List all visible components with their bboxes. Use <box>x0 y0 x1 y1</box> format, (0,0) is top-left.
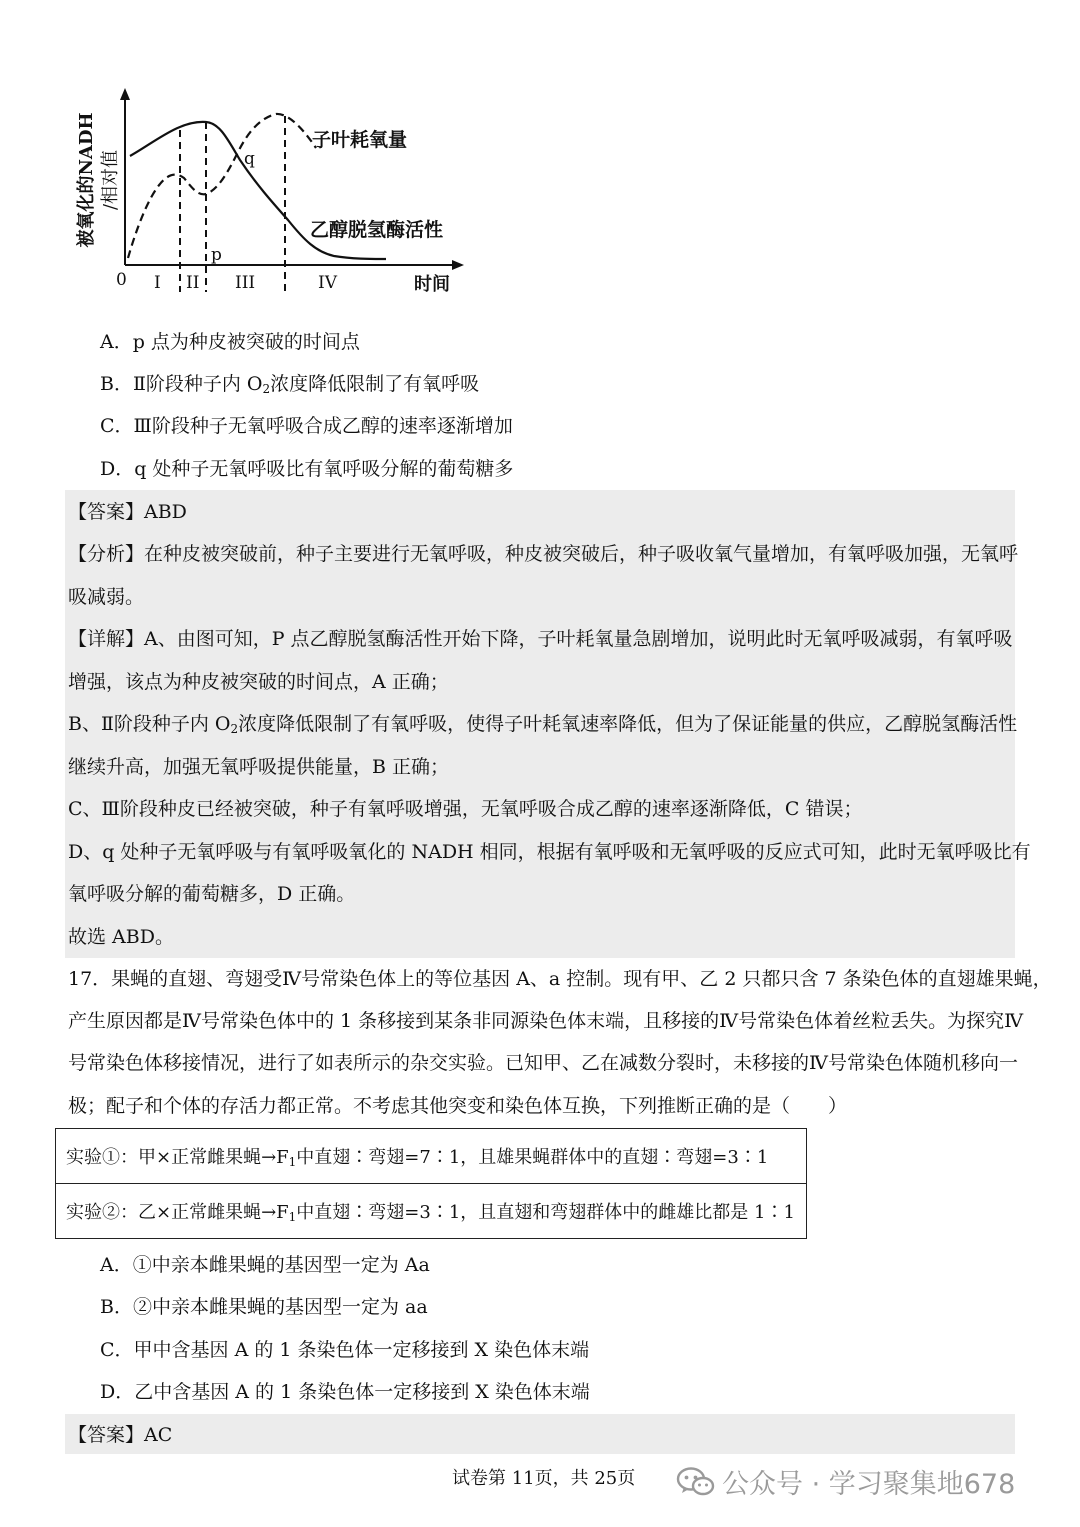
q16-option-d: D．q 处种子无氧呼吸比有氧呼吸分解的葡萄糖多 <box>100 458 514 480</box>
q16-analysis-line-2: 吸减弱。 <box>68 586 145 608</box>
q17-stem-line-3: 号常染色体移接情况，进行了如表所示的杂交实验。已知甲、乙在减数分裂时，未移接的Ⅳ号常染色体随机移向一 <box>68 1052 1018 1074</box>
x-axis-label: 时间 <box>414 274 450 295</box>
table-row <box>56 1184 807 1239</box>
page-footer: 试卷第 11页，共 25页 <box>452 1468 636 1489</box>
q16-option-c: C．Ⅲ阶段种子无氧呼吸合成乙醇的速率逐渐增加 <box>100 415 513 437</box>
origin-label: 0 <box>116 270 127 290</box>
q16-option-b-sub: 2 <box>262 382 271 396</box>
q16-answer: 【答案】ABD <box>68 501 187 523</box>
experiment-1-post: 中直翅∶弯翅=7∶1，且雄果蝇群体中的直翅∶弯翅=3∶1 <box>296 1147 769 1168</box>
point-p-label: p <box>211 245 222 265</box>
y-axis-label: 被氧化的NADH <box>76 112 97 248</box>
q17-option-c: C．甲中含基因 A 的 1 条染色体一定移接到 X 染色体末端 <box>100 1339 590 1361</box>
q16-detail-line-5: C、Ⅲ阶段种皮已经被突破，种子有氧呼吸增强，无氧呼吸合成乙醇的速率逐渐降低，C 错误； <box>68 798 863 820</box>
q16-detail-line-2: 增强，该点为种皮被突破的时间点，A 正确； <box>68 671 449 693</box>
q17-answer-block <box>65 1414 1015 1454</box>
stage-label-2: II <box>186 273 200 293</box>
q16-choose: 故选 ABD。 <box>68 926 174 948</box>
q16-detail-line-6: D、q 处种子无氧呼吸与有氧呼吸氧化的 NADH 相同，根据有氧呼吸和无氧呼吸的反应式可知，此时无氧呼吸比有 <box>68 841 1031 863</box>
y-axis-arrow <box>120 88 130 100</box>
stage-label-1: I <box>154 273 161 293</box>
wechat-icon <box>676 1466 716 1498</box>
q16-option-b <box>100 372 479 401</box>
q16-detail-line-3 <box>68 712 1017 741</box>
series-label-ethanol-dehydrogenase: 乙醇脱氢酶活性 <box>310 219 444 241</box>
q16-detail-line-3-pre: B、Ⅱ阶段种子内 O <box>68 713 231 735</box>
q16-detail-line-3-post: 浓度降低限制了有氧呼吸，使得子叶耗氧速率降低，但为了保证能量的供应，乙醇脱氢酶活性 <box>238 713 1018 735</box>
experiment-1-pre: 实验①：甲×正常雌果蝇→F <box>66 1147 289 1168</box>
experiment-2-pre: 实验②：乙×正常雌果蝇→F <box>66 1202 289 1223</box>
experiment-1-sub: 1 <box>288 1155 297 1169</box>
q16-option-a: A．p 点为种皮被突破的时间点 <box>100 331 360 353</box>
series-label-cotyledon-oxygen: 子叶耗氧量 <box>312 129 408 151</box>
q17-experiment-table <box>55 1128 807 1239</box>
q16-detail-line-7: 氧呼吸分解的葡萄糖多，D 正确。 <box>68 883 356 905</box>
respiration-chart <box>60 80 480 310</box>
q16-detail-line-4: 继续升高，加强无氧呼吸提供能量，B 正确； <box>68 756 450 778</box>
stage-label-3: III <box>235 273 256 293</box>
experiment-2-cell <box>56 1184 807 1239</box>
q17-option-d: D．乙中含基因 A 的 1 条染色体一定移接到 X 染色体末端 <box>100 1381 590 1403</box>
q17-option-a: A．①中亲本雌果蝇的基因型一定为 Aa <box>100 1254 430 1276</box>
watermark-text: 公众号 · 学习聚集地678 <box>722 1469 1016 1500</box>
experiment-2-post: 中直翅∶弯翅=3∶1，且直翅和弯翅群体中的雌雄比都是 1∶1 <box>296 1202 795 1223</box>
q17-stem-line-2: 产生原因都是Ⅳ号常染色体中的 1 条移接到某条非同源染色体末端，且移接的Ⅳ号常染色体着丝粒丢失。为探究Ⅳ <box>68 1010 1024 1032</box>
experiment-1-cell <box>56 1129 807 1184</box>
q16-detail-line-3-sub: 2 <box>230 722 239 736</box>
q16-option-b-pre: B．Ⅱ阶段种子内 O <box>100 373 263 395</box>
watermark <box>676 1462 1015 1501</box>
point-q-label: q <box>244 149 255 169</box>
q17-stem-line-1: 17．果蝇的直翅、弯翅受Ⅳ号常染色体上的等位基因 A、a 控制。现有甲、乙 2 只都只含 7 条染色体的直翅雄果蝇， <box>68 968 1052 990</box>
q17-stem-line-4: 极；配子和个体的存活力都正常。不考虑其他突变和染色体互换，下列推断正确的是（ ） <box>68 1095 848 1117</box>
q16-analysis-line-1: 【分析】在种皮被突破前，种子主要进行无氧呼吸，种皮被突破后，种子吸收氧气量增加，有氧呼吸加强，无氧呼 <box>68 543 1019 565</box>
series-line-cotyledon-oxygen <box>128 114 316 258</box>
x-axis-arrow <box>452 260 464 270</box>
q16-detail-line-1: 【详解】A、由图可知，P 点乙醇脱氢酶活性开始下降，子叶耗氧量急剧增加，说明此时无氧呼吸减弱，有氧呼吸 <box>68 628 1013 650</box>
stage-label-4: IV <box>318 273 337 293</box>
experiment-2-sub: 1 <box>288 1210 297 1224</box>
table-row <box>56 1129 807 1184</box>
q16-option-b-post: 浓度降低限制了有氧呼吸 <box>270 373 480 395</box>
q17-option-b: B．②中亲本雌果蝇的基因型一定为 aa <box>100 1296 428 1318</box>
q17-answer: 【答案】AC <box>68 1424 173 1446</box>
y-axis-label-unit: /相对值 <box>100 149 121 211</box>
